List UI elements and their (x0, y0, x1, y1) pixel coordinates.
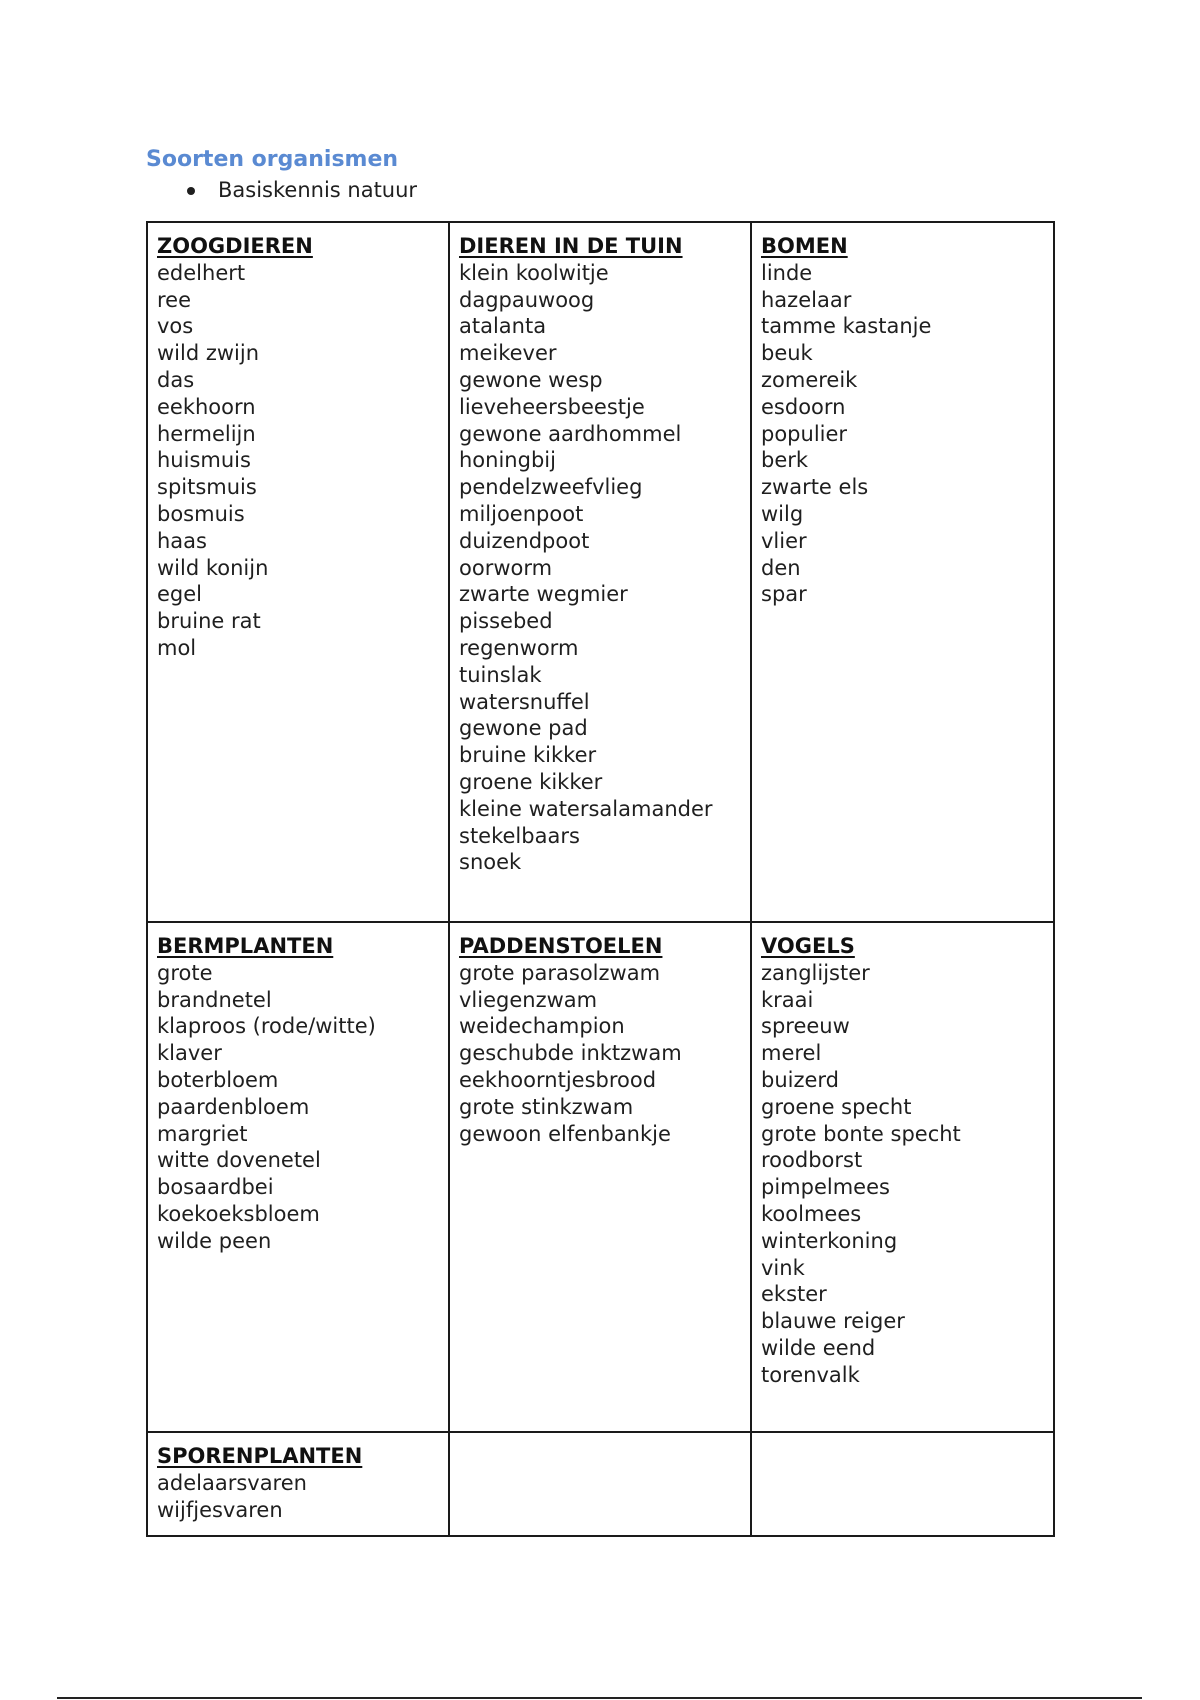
list-item: groene specht (761, 1094, 912, 1119)
list-item: pimpelmees (761, 1175, 890, 1200)
table-row (147, 1432, 1054, 1536)
list-item: margriet (157, 1121, 248, 1146)
list-item: hermelijn (157, 421, 256, 446)
category-cell (449, 922, 751, 1432)
list-item: tamme kastanje (761, 314, 932, 339)
bullet-dot-icon (187, 187, 195, 195)
list-item: eekhoorntjesbrood (459, 1067, 657, 1092)
list-item: berk (761, 448, 809, 473)
list-item: roodborst (761, 1148, 863, 1173)
category-item-list (157, 960, 440, 1255)
list-item: egel (157, 582, 203, 607)
intro-bullet-list (146, 175, 417, 205)
list-item: huismuis (157, 448, 251, 473)
list-item: grote stinkzwam (459, 1094, 634, 1119)
list-item: pendelzweefvlieg (459, 475, 643, 500)
list-item: zanglijster (761, 960, 870, 985)
list-item: pissebed (459, 609, 553, 634)
category-title: SPORENPLANTEN (157, 1444, 363, 1468)
list-item: grote bonte specht (761, 1121, 961, 1146)
list-item: atalanta (459, 314, 547, 339)
list-item: bosaardbei (157, 1175, 274, 1200)
category-cell (751, 222, 1054, 922)
category-title: BOMEN (761, 234, 848, 258)
list-item: gewone aardhommel (459, 421, 682, 446)
list-item: koekoeksbloem (157, 1201, 320, 1226)
footer-divider (57, 1697, 1142, 1699)
list-item: vink (761, 1255, 805, 1280)
list-item: paardenbloem (157, 1094, 310, 1119)
list-item: winterkoning (761, 1228, 898, 1253)
list-item: groene kikker (459, 769, 603, 794)
list-item: dagpauwoog (459, 287, 595, 312)
category-title: DIEREN IN DE TUIN (459, 234, 683, 258)
category-item-list (157, 260, 440, 662)
list-item: lieveheersbeestje (459, 394, 645, 419)
list-item: koolmees (761, 1201, 862, 1226)
list-item: bosmuis (157, 501, 245, 526)
list-item: witte dovenetel (157, 1148, 321, 1173)
list-item: klein koolwitje (459, 260, 609, 285)
list-item: spar (761, 582, 807, 607)
list-item: vliegenzwam (459, 987, 598, 1012)
category-cell (147, 222, 449, 922)
list-item: tuinslak (459, 662, 542, 687)
list-item: beuk (761, 341, 813, 366)
list-item: zwarte wegmier (459, 582, 628, 607)
list-item: regenworm (459, 635, 579, 660)
list-item: torenvalk (761, 1362, 860, 1387)
list-item: kleine watersalamander (459, 796, 713, 821)
category-title: ZOOGDIEREN (157, 234, 313, 258)
list-item: zomereik (761, 367, 858, 392)
list-item: stekelbaars (459, 823, 580, 848)
list-item: grote (157, 960, 213, 985)
list-item: edelhert (157, 260, 246, 285)
list-item: weidechampion (459, 1014, 625, 1039)
list-item: mol (157, 635, 197, 660)
list-item: wilde eend (761, 1335, 876, 1360)
list-item: gewone pad (459, 716, 588, 741)
list-item: wilg (761, 501, 804, 526)
page-title: Soorten organismen (146, 147, 399, 172)
list-item: gewone wesp (459, 367, 603, 392)
table-row (147, 922, 1054, 1432)
list-item: eekhoorn (157, 394, 256, 419)
category-title: PADDENSTOELEN (459, 934, 663, 958)
list-item: hazelaar (761, 287, 852, 312)
list-item: honingbij (459, 448, 556, 473)
list-item: grote parasolzwam (459, 960, 661, 985)
list-item: bruine rat (157, 609, 261, 634)
bullet-item (146, 175, 417, 205)
table-row (147, 222, 1054, 922)
list-item: bruine kikker (459, 743, 597, 768)
list-item: vlier (761, 528, 807, 553)
category-item-list (157, 1470, 440, 1524)
list-item: ree (157, 287, 192, 312)
empty-cell (449, 1432, 751, 1536)
list-item: oorworm (459, 555, 553, 580)
category-item-list (761, 260, 1045, 608)
category-title: VOGELS (761, 934, 855, 958)
list-item: populier (761, 421, 848, 446)
category-cell (449, 222, 751, 922)
list-item: wild zwijn (157, 341, 260, 366)
list-item: zwarte els (761, 475, 869, 500)
bullet-item-text: Basiskennis natuur (218, 178, 418, 202)
category-item-list (459, 960, 742, 1148)
list-item: das (157, 367, 195, 392)
organisms-table (146, 221, 1055, 1537)
list-item: wijfjesvaren (157, 1497, 283, 1522)
list-item: meikever (459, 341, 557, 366)
category-title: BERMPLANTEN (157, 934, 334, 958)
list-item: brandnetel (157, 987, 272, 1012)
list-item: ekster (761, 1282, 827, 1307)
list-item: esdoorn (761, 394, 846, 419)
category-cell (147, 1432, 449, 1536)
category-item-list (459, 260, 742, 876)
list-item: miljoenpoot (459, 501, 584, 526)
list-item: snoek (459, 850, 522, 875)
list-item: watersnuffel (459, 689, 590, 714)
list-item: linde (761, 260, 813, 285)
list-item: vos (157, 314, 194, 339)
list-item: klaproos (rode/witte) (157, 1014, 376, 1039)
list-item: spreeuw (761, 1014, 850, 1039)
category-item-list (761, 960, 1045, 1389)
list-item: gewoon elfenbankje (459, 1121, 671, 1146)
list-item: boterbloem (157, 1067, 279, 1092)
category-cell (147, 922, 449, 1432)
list-item: wild konijn (157, 555, 269, 580)
list-item: spitsmuis (157, 475, 257, 500)
list-item: merel (761, 1041, 822, 1066)
list-item: blauwe reiger (761, 1309, 905, 1334)
category-cell (751, 922, 1054, 1432)
list-item: buizerd (761, 1067, 840, 1092)
list-item: kraai (761, 987, 814, 1012)
list-item: haas (157, 528, 207, 553)
list-item: den (761, 555, 801, 580)
list-item: duizendpoot (459, 528, 590, 553)
list-item: wilde peen (157, 1228, 272, 1253)
empty-cell (751, 1432, 1054, 1536)
list-item: geschubde inktzwam (459, 1041, 682, 1066)
list-item: adelaarsvaren (157, 1470, 307, 1495)
list-item: klaver (157, 1041, 222, 1066)
